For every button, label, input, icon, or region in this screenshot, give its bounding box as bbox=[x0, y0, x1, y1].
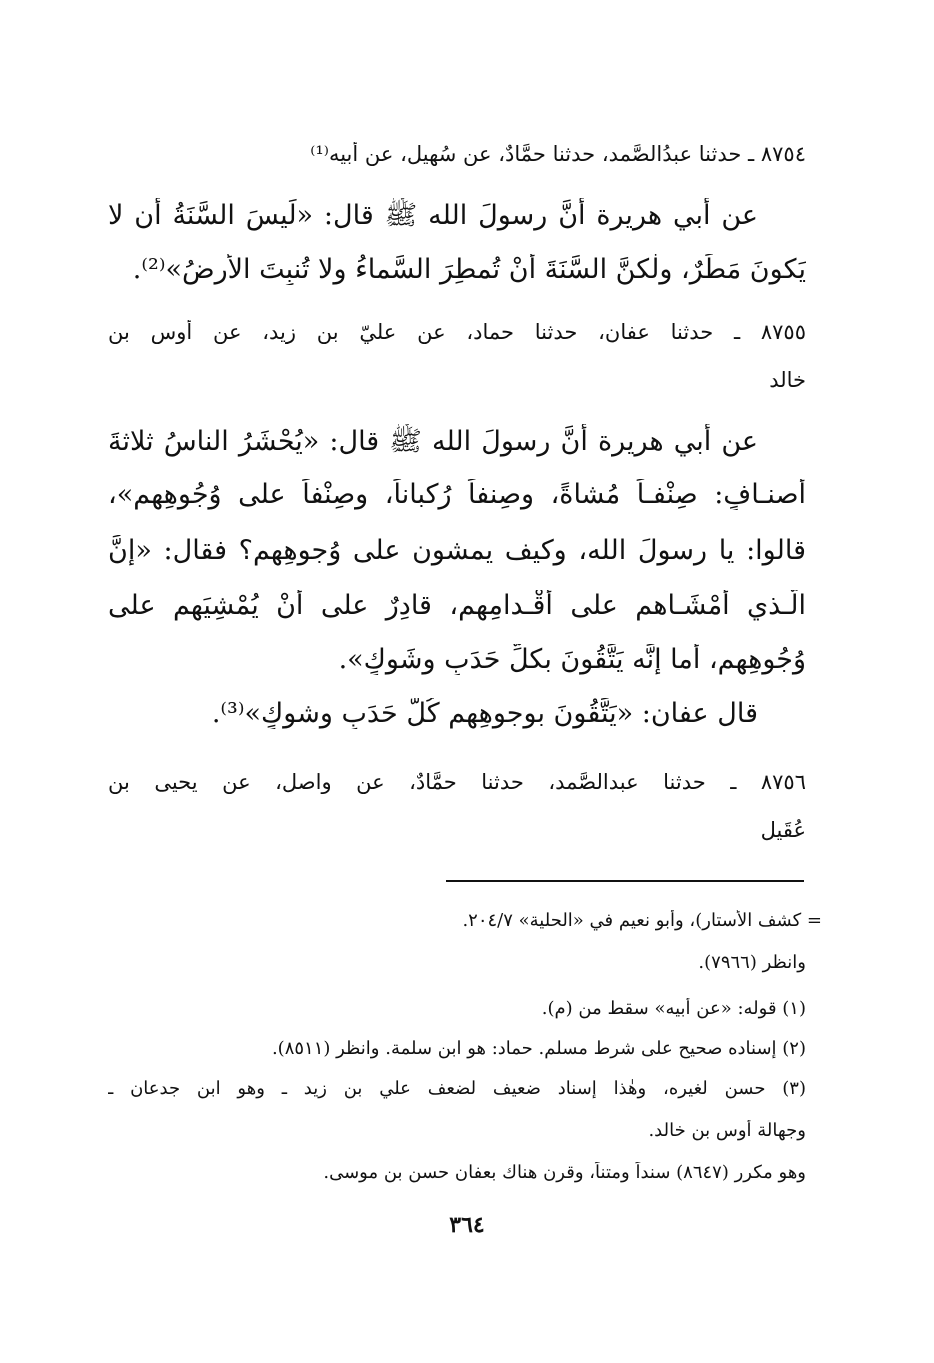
hadith-8754-isnad: ٨٧٥٤ ـ حدثنا عبدُالصَّمد، حدثنا حمَّادٌ، عن سُهيل، عن أبيه⁽¹⁾ bbox=[310, 142, 806, 166]
footnote-3: وجهالة أوس بن خالد. bbox=[648, 1120, 806, 1141]
footnote-continuation: = كشف الأستار)، وأبو نعيم في «الحلية» ٢٠٤/٧. bbox=[462, 910, 822, 931]
hadith-8755-text-line: عن أبي هريرة أنَّ رسولَ الله ﷺ قال: «يُحْشَرُ الناسُ ثلاثةَ bbox=[108, 426, 758, 457]
hadith-8755-isnad: خالد bbox=[769, 368, 806, 392]
hadith-8754-text-line: عن أبي هريرة أنَّ رسولَ الله ﷺ قال: «لَيسَ السَّنَةُ أن لا bbox=[108, 200, 758, 231]
page-number: ٣٦٤ bbox=[449, 1212, 485, 1238]
hadith-8755-text-line: الَّـذي أَمْشَـاهم على أَقْـدامِهم، قادِرٌ على أنْ يُمْشِيَهم على bbox=[108, 590, 806, 621]
hadith-8755-isnad: ٨٧٥٥ ـ حدثنا عفان، حدثنا حماد، عن عليّ بن زيد، عن أوس بن bbox=[108, 320, 806, 344]
hadith-8755-text-line: قالوا: يا رسولَ الله، وكيف يمشون على وُجوهِهم؟ فقال: «إنَّ bbox=[108, 535, 806, 566]
footnote-3: وهو مكرر (٨٦٤٧) سنداً ومتناً، وقرن هناك بعفان حسن بن موسى. bbox=[323, 1162, 806, 1183]
footnote-continuation: وانظر (٧٩٦٦). bbox=[698, 952, 806, 973]
hadith-8755-text-line: وُجُوهِهِم، أما إنَّه يَتَّقُونَ بكلِّ حَدَبٍ وشَوكٍ». bbox=[338, 644, 806, 675]
hadith-8756-isnad: ٨٧٥٦ ـ حدثنا عبدالصَّمد، حدثنا حمَّادٌ، عن واصل، عن يحيى بن bbox=[108, 770, 806, 794]
hadith-8754-text-line: يَكونَ مَطَرٌ، ولٰكنَّ السَّنَةَ أنْ تُمطِرَ السَّماءُ ولا تُنبِتَ الأَرضُ»⁽²⁾. bbox=[132, 254, 806, 285]
footnote-separator bbox=[446, 880, 804, 882]
footnote-2: (٢) إسناده صحيح على شرط مسلم. حماد: هو ابن سلمة. وانظر (٨٥١١). bbox=[271, 1038, 806, 1059]
page-body bbox=[108, 0, 822, 1363]
footnote-3: (٣) حسن لغيره، وهٰذا إسناد ضعيف لضعف علي بن زيد ـ وهو ابن جدعان ـ bbox=[108, 1078, 806, 1099]
footnote-1: (١) قوله: «عن أبيه» سقط من (م). bbox=[541, 998, 806, 1019]
hadith-8756-isnad: عُقَيل bbox=[760, 818, 806, 842]
hadith-8755-text-line: قال عفان: «يَتَّقُونَ بوجوهِهم كُلَّ حَدَبٍ وشوكٍ»⁽³⁾. bbox=[211, 698, 758, 729]
hadith-8755-text-line: أَصنـافٍ: صِنْفـاً مُشاةً، وصِنفاً رُكباناً، وصِنْفاً على وُجُوهِهِم»، bbox=[108, 479, 806, 510]
